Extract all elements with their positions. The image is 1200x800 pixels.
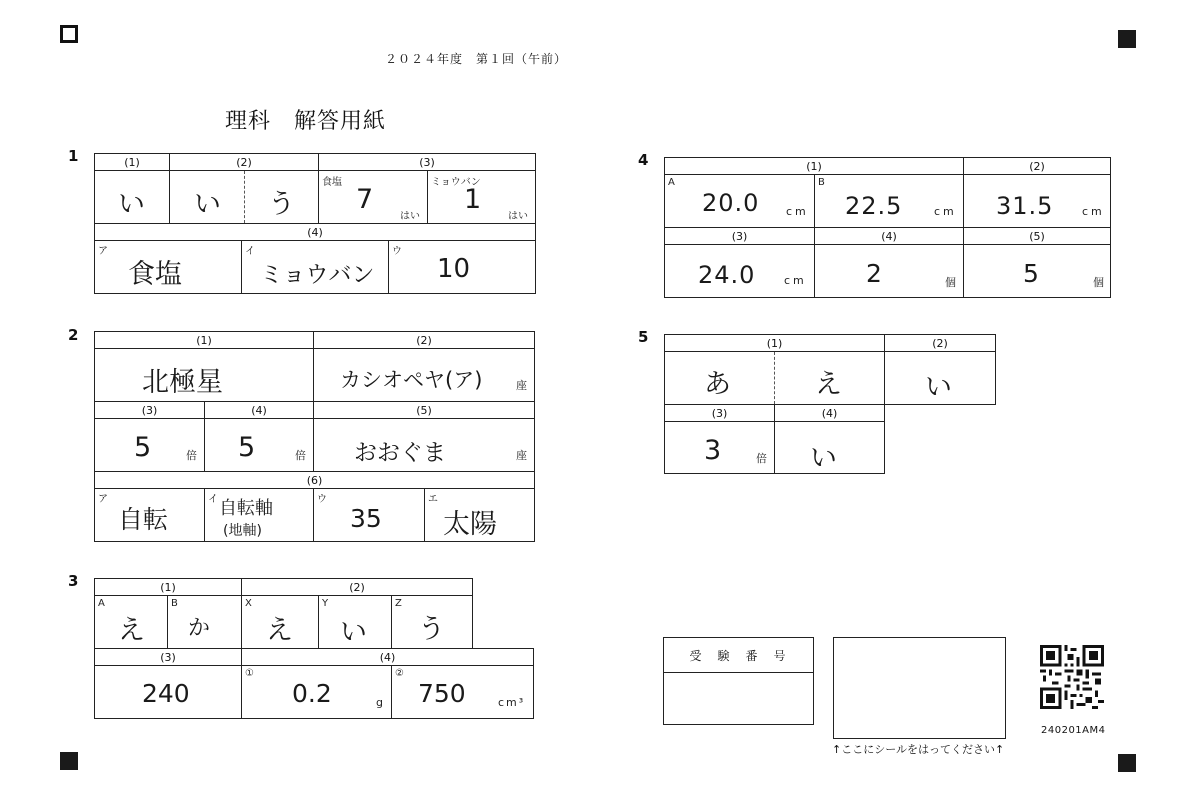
q3-sub-B: B (171, 598, 178, 609)
q1-answer-2a: い (194, 189, 221, 220)
seal-area[interactable] (833, 637, 1006, 739)
q3-answer-3: 240 (142, 679, 190, 708)
q4-answer-4-cell[interactable] (814, 244, 964, 298)
q4-header-3: (3) (664, 227, 815, 245)
q5-answer-1a: あ (704, 369, 731, 400)
question-number-5: 5 (638, 328, 649, 346)
q1-answer-2-divider (244, 171, 245, 223)
q2-answer-4: 5 (238, 432, 256, 463)
q1-sub-u: ウ (392, 246, 402, 257)
q2-answer-5-unit: 座 (516, 449, 527, 462)
q3-sub-Z: Z (395, 598, 402, 609)
q2-answer-6d: 太陽 (443, 509, 497, 540)
exam-number-label: 受 験 番 号 (663, 637, 814, 673)
q2-answer-6c: 35 (350, 504, 382, 533)
q2-answer-6b-paren: (地軸) (223, 523, 262, 539)
registration-mark-bottom-left (60, 752, 78, 770)
q2-answer-3: 5 (134, 432, 152, 463)
q2-header-1: (1) (94, 331, 314, 349)
q2-header-2: (2) (313, 331, 535, 349)
q3-answer-A: え (118, 615, 145, 646)
q3-header-3: (3) (94, 648, 242, 666)
q2-header-4: (4) (204, 401, 314, 419)
q3-answer-Z: う (418, 614, 445, 645)
q3-answer-4a-unit: g (376, 696, 383, 709)
q4-answer-A-unit: cm (786, 205, 809, 218)
q5-answer-2: い (925, 372, 952, 403)
q5-answer-3: 3 (704, 435, 722, 466)
q5-header-1: (1) (664, 334, 885, 352)
q4-answer-B-unit: cm (934, 205, 957, 218)
q3-sub-circle-2: ② (395, 668, 404, 679)
q1-answer-4b: ミョウバン (260, 262, 375, 288)
q4-answer-2-unit: cm (1082, 205, 1105, 218)
q4-header-5: (5) (963, 227, 1111, 245)
q2-answer-1: 北極星 (142, 367, 223, 398)
q1-sub-a: ア (98, 246, 108, 257)
q1-answer-1: い (118, 189, 145, 220)
q3-answer-Y: い (340, 617, 367, 648)
q2-header-6: (6) (94, 471, 535, 489)
q1-answer-4c: 10 (437, 254, 471, 284)
q3-header-4: (4) (241, 648, 534, 666)
q3-answer-4b: 750 (418, 679, 466, 708)
q3-header-2: (2) (241, 578, 473, 596)
q1-sub-i: イ (245, 246, 255, 257)
q2-sub-u: ウ (317, 494, 327, 505)
q4-answer-4-unit: 個 (945, 276, 956, 289)
q5-header-3: (3) (664, 404, 775, 422)
q1-alum-value: 1 (464, 184, 482, 215)
q3-answer-4a: 0.2 (292, 679, 332, 708)
q2-answer-4-unit: 倍 (295, 449, 306, 462)
q3-sub-X: X (245, 598, 252, 609)
q4-answer-4: 2 (866, 259, 882, 288)
q4-answer-3: 24.0 (698, 261, 756, 289)
q1-alum-unit: はい (508, 211, 528, 222)
q2-header-5: (5) (313, 401, 535, 419)
q5-answer-1-divider (774, 352, 775, 404)
q1-alum-label: ミョウバン (431, 177, 481, 188)
q3-sub-Y: Y (322, 598, 329, 609)
q4-answer-A: 20.0 (702, 189, 760, 217)
question-number-1: 1 (68, 147, 79, 165)
sheet-code: 240201AM4 (1041, 725, 1106, 736)
q2-answer-6a: 自転 (118, 505, 169, 534)
q2-sub-e: エ (428, 494, 438, 505)
q3-answer-B: か (188, 616, 211, 641)
q2-header-3: (3) (94, 401, 205, 419)
q3-sub-circle-1: ① (245, 668, 254, 679)
q4-answer-B: 22.5 (845, 192, 903, 220)
q4-header-1: (1) (664, 157, 964, 175)
q4-header-2: (2) (963, 157, 1111, 175)
q2-answer-2-unit: 座 (516, 379, 527, 392)
q5-header-2: (2) (884, 334, 996, 352)
q5-answer-4: い (810, 443, 837, 474)
q1-header-2: (2) (169, 153, 319, 171)
q1-header-1: (1) (94, 153, 170, 171)
q4-answer-3-unit: cm (784, 274, 807, 287)
q4-sub-A: A (668, 177, 675, 188)
q3-answer-4b-unit: cm³ (498, 696, 526, 709)
qr-code-icon (1040, 645, 1104, 709)
q2-answer-3-unit: 倍 (186, 449, 197, 462)
q1-answer-2b: う (268, 189, 295, 220)
q4-answer-5-unit: 個 (1093, 276, 1104, 289)
q4-answer-2: 31.5 (996, 192, 1054, 220)
q2-sub-i: イ (208, 494, 218, 505)
q2-answer-2: カシオペヤ(ア) (340, 368, 483, 392)
question-number-4: 4 (638, 151, 649, 169)
q1-salt-label: 食塩 (322, 177, 342, 188)
q2-answer-5: おおぐま (354, 440, 446, 466)
q4-sub-B: B (818, 177, 825, 188)
q5-answer-1b: え (815, 369, 842, 400)
seal-instruction: ↑ここにシールをはってください↑ (832, 743, 1005, 756)
q2-answer-6b: 自転軸 (219, 498, 273, 519)
registration-mark-top-left (60, 25, 78, 43)
q1-answer-4a: 食塩 (128, 259, 182, 290)
question-number-3: 3 (68, 572, 79, 590)
q4-answer-5: 5 (1023, 259, 1039, 288)
page-title: 理科 解答用紙 (225, 109, 387, 134)
q2-answer-4-cell[interactable] (204, 418, 314, 472)
q1-salt-value: 7 (356, 184, 374, 215)
q3-sub-A: A (98, 598, 105, 609)
registration-mark-bottom-right (1118, 754, 1136, 772)
question-number-2: 2 (68, 326, 79, 344)
exam-session: ２０２４年度 第１回（午前） (385, 52, 568, 66)
q3-header-1: (1) (94, 578, 242, 596)
q2-sub-a: ア (98, 494, 108, 505)
q5-header-4: (4) (774, 404, 885, 422)
q3-answer-X: え (266, 615, 293, 646)
q1-header-4: (4) (94, 223, 536, 241)
q1-salt-unit: はい (400, 211, 420, 222)
q1-header-3: (3) (318, 153, 536, 171)
q4-header-4: (4) (814, 227, 964, 245)
exam-number-field[interactable] (663, 672, 814, 725)
registration-mark-top-right (1118, 30, 1136, 48)
q5-answer-3-unit: 倍 (756, 452, 767, 465)
